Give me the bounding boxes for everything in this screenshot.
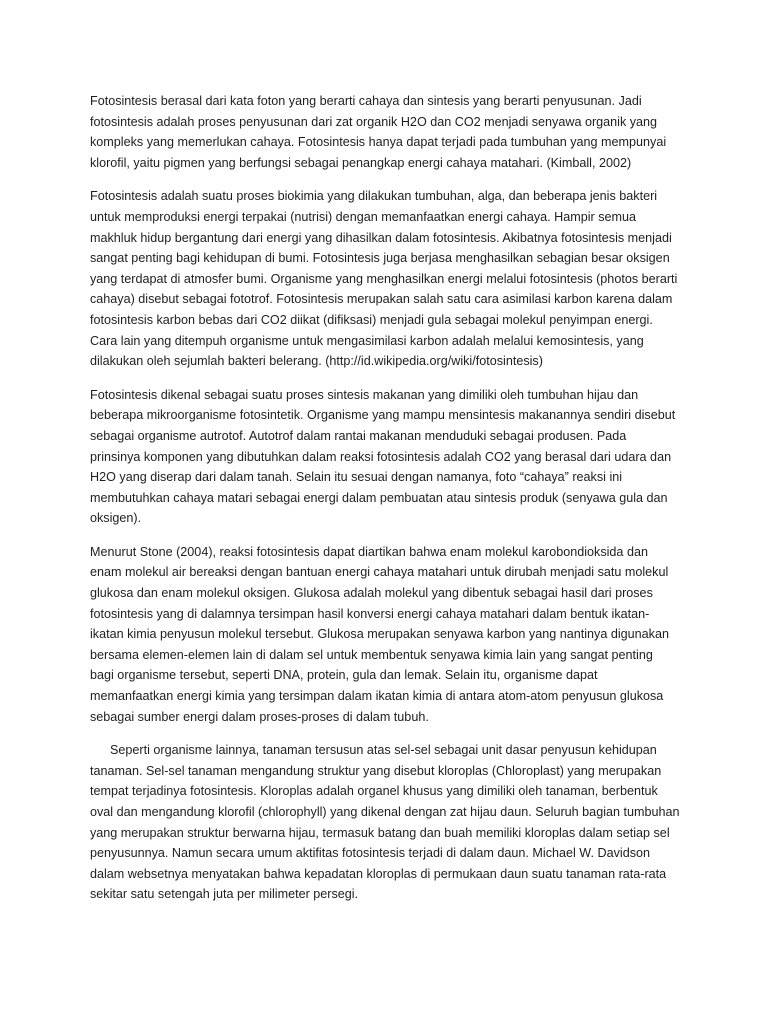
document-body [90, 91, 680, 918]
paragraph-4: Menurut Stone (2004), reaksi fotosintesis dapat diartikan bahwa enam molekul karobondioksida dan enam molekul air bereaksi dengan bantuan energi cahaya matahari untuk dirubah menjadi satu molekul glukosa dan enam molekul oksigen. Glukosa adalah molekul yang dibentuk sebagai hasil dari proses fotosintesis yang di dalamnya tersimpan hasil konversi energi cahaya matahari dalam bentuk ikatan-ikatan kimia penyusun molekul tersebut. Glukosa merupakan senyawa karbon yang nantinya digunakan bersama elemen-elemen lain di dalam sel untuk membentuk senyawa kimia lain yang sangat penting bagi organisme tersebut, seperti DNA, protein, gula dan lemak. Selain itu, organisme dapat memanfaatkan energi kimia yang tersimpan dalam ikatan kimia di antara atom-atom penyusun glukosa sebagai sumber energi dalam proses-proses di dalam tubuh. [90, 544, 669, 724]
paragraph-2: Fotosintesis adalah suatu proses biokimia yang dilakukan tumbuhan, alga, dan beberapa jenis bakteri untuk memproduksi energi terpakai (nutrisi) dengan memanfaatkan energi cahaya. Hampir semua makhluk hidup bergantung dari energi yang dihasilkan dalam fotosintesis. Akibatnya fotosintesis menjadi sangat penting bagi kehidupan di bumi. Fotosintesis juga berjasa menghasilkan sebagian besar oksigen yang terdapat di atmosfer bumi. Organisme yang menghasilkan energi melalui fotosintesis (photos berarti cahaya) disebut sebagai fototrof. Fotosintesis merupakan salah satu cara asimilasi karbon karena dalam fotosintesis karbon bebas dari CO2 diikat (difiksasi) menjadi gula sebagai molekul penyimpan energi. Cara lain yang ditempuh organisme untuk mengasimilasi karbon adalah melalui kemosintesis, yang dilakukan oleh sejumlah bakteri belerang. (http://id.wikipedia.org/wiki/fotosintesis) [90, 189, 678, 369]
paragraph-5: Seperti organisme lainnya, tanaman tersusun atas sel-sel sebagai unit dasar penyusun kehidupan tanaman. Sel-sel tanaman mengandung struktur yang disebut kloroplas (Chloroplast) yang merupakan tempat terjadinya fotosintesis. Kloroplas adalah organel khusus yang dimiliki oleh tanaman, berbentuk oval dan mengandung klorofil (chlorophyll) yang dikenal dengan zat hijau daun. Seluruh bagian tumbuhan yang merupakan struktur berwarna hijau, termasuk batang dan buah memiliki kloroplas dalam setiap sel penyusunnya. Namun secara umum aktifitas fotosintesis terjadi di dalam daun. Michael W. Davidson dalam websetnya menyatakan bahwa kepadatan kloroplas di permukaan daun suatu tanaman rata-rata sekitar satu setengah juta per milimeter persegi. [90, 743, 680, 902]
paragraph-3: Fotosintesis dikenal sebagai suatu proses sintesis makanan yang dimiliki oleh tumbuhan hijau dan beberapa mikroorganisme fotosintetik. Organisme yang mampu mensintesis makanannya sendiri disebut sebagai organisme autrotof. Autotrof dalam rantai makanan menduduki sebagai produsen. Pada prinsinya komponen yang dibutuhkan dalam reaksi fotosintesis adalah CO2 yang berasal dari udara dan H2O yang diserap dari dalam tanah. Selain itu sesuai dengan namanya, foto “cahaya” reaksi ini membutuhkan cahaya matari sebagai energi dalam pembuatan atau sintesis produk (senyawa gula dan oksigen). [90, 387, 676, 526]
paragraph-1: Fotosintesis berasal dari kata foton yang berarti cahaya dan sintesis yang berarti penyusunan. Jadi fotosintesis adalah proses penyusunan dari zat organik H2O dan CO2 menjadi senyawa organik yang kompleks yang memerlukan cahaya. Fotosintesis hanya dapat terjadi pada tumbuhan yang mempunyai klorofil, yaitu pigmen yang berfungsi sebagai penangkap energi cahaya matahari. (Kimball, 2002) [90, 94, 667, 170]
